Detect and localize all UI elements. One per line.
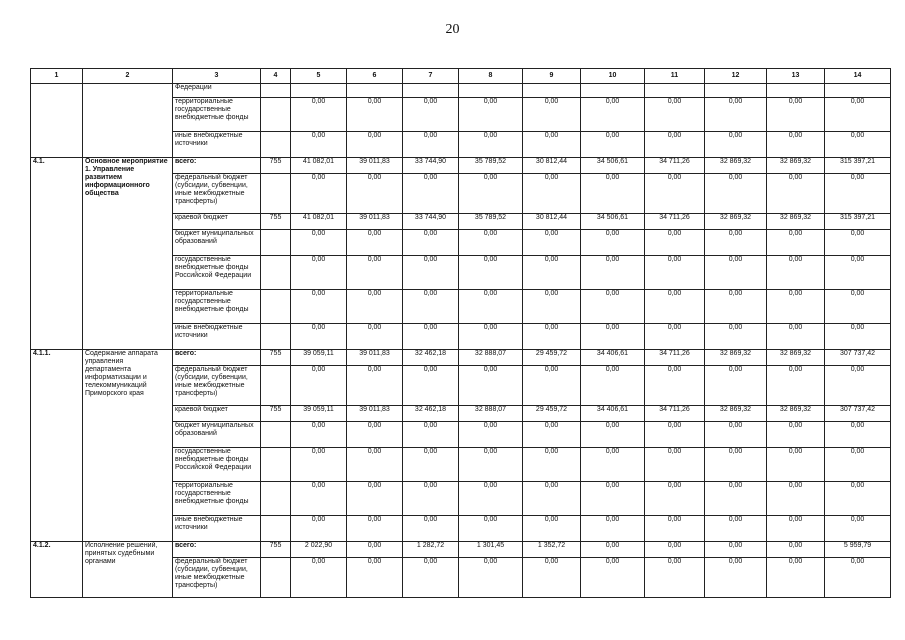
year-value: 0,00 [645, 558, 705, 598]
budget-code [261, 256, 291, 290]
total-value: 0,00 [825, 422, 891, 448]
year-value: 32 869,32 [767, 406, 825, 422]
year-value: 39 011,83 [347, 214, 403, 230]
year-value: 0,00 [347, 98, 403, 132]
year-value: 0,00 [347, 174, 403, 214]
year-value: 0,00 [291, 98, 347, 132]
column-header-11: 11 [645, 69, 705, 84]
year-value: 0,00 [581, 366, 645, 406]
year-value: 0,00 [523, 230, 581, 256]
year-value [705, 84, 767, 98]
year-value: 32 869,32 [767, 350, 825, 366]
total-value: 315 397,21 [825, 214, 891, 230]
year-value: 1 301,45 [459, 542, 523, 558]
year-value: 0,00 [403, 290, 459, 324]
year-value: 0,00 [523, 132, 581, 158]
total-value: 0,00 [825, 132, 891, 158]
total-value: 5 959,79 [825, 542, 891, 558]
column-header-13: 13 [767, 69, 825, 84]
year-value: 0,00 [347, 422, 403, 448]
year-value: 0,00 [705, 448, 767, 482]
year-value: 35 789,52 [459, 214, 523, 230]
year-value [581, 84, 645, 98]
total-value: 0,00 [825, 516, 891, 542]
year-value: 0,00 [291, 256, 347, 290]
header-row [31, 69, 891, 84]
year-value: 0,00 [767, 230, 825, 256]
column-header-2: 2 [83, 69, 173, 84]
year-value: 0,00 [581, 324, 645, 350]
year-value: 0,00 [403, 558, 459, 598]
year-value: 0,00 [403, 132, 459, 158]
year-value: 0,00 [347, 324, 403, 350]
year-value: 0,00 [705, 290, 767, 324]
year-value: 34 711,26 [645, 406, 705, 422]
year-value: 0,00 [645, 132, 705, 158]
event-code: 4.1.2. [31, 542, 83, 598]
year-value: 32 462,18 [403, 406, 459, 422]
year-value: 29 459,72 [523, 350, 581, 366]
year-value [291, 84, 347, 98]
event-name-text: Основное мероприятие 1. Управление развитием информационного общества [85, 158, 168, 197]
year-value: 0,00 [767, 256, 825, 290]
year-value: 0,00 [767, 542, 825, 558]
year-value: 0,00 [347, 230, 403, 256]
year-value: 32 888,07 [459, 350, 523, 366]
year-value: 0,00 [291, 516, 347, 542]
total-value: 0,00 [825, 448, 891, 482]
year-value: 0,00 [403, 482, 459, 516]
year-value: 0,00 [581, 542, 645, 558]
total-value: 0,00 [825, 290, 891, 324]
funding-source: иные внебюджетные источники [173, 324, 261, 350]
year-value: 39 011,83 [347, 350, 403, 366]
funding-source: федеральный бюджет (субсидии, субвенции, иные межбюджетные трансферты) [173, 366, 261, 406]
column-header-8: 8 [459, 69, 523, 84]
year-value: 0,00 [581, 448, 645, 482]
total-value [825, 84, 891, 98]
year-value: 0,00 [581, 98, 645, 132]
year-value: 39 059,11 [291, 350, 347, 366]
year-value [403, 84, 459, 98]
year-value: 0,00 [767, 290, 825, 324]
year-value: 0,00 [347, 132, 403, 158]
column-header-12: 12 [705, 69, 767, 84]
year-value: 0,00 [767, 558, 825, 598]
funding-source: всего: [173, 158, 261, 174]
year-value: 0,00 [459, 516, 523, 542]
year-value: 0,00 [645, 482, 705, 516]
year-value: 0,00 [581, 174, 645, 214]
budget-code: 755 [261, 542, 291, 558]
year-value: 0,00 [403, 422, 459, 448]
funding-source: территориальные государственные внебюджетные фонды [173, 482, 261, 516]
year-value: 0,00 [645, 516, 705, 542]
budget-code [261, 366, 291, 406]
year-value: 34 711,26 [645, 158, 705, 174]
year-value: 0,00 [523, 558, 581, 598]
year-value: 0,00 [291, 482, 347, 516]
year-value: 0,00 [705, 482, 767, 516]
budget-code [261, 84, 291, 98]
year-value: 0,00 [291, 174, 347, 214]
year-value: 0,00 [459, 422, 523, 448]
year-value: 0,00 [459, 366, 523, 406]
year-value: 0,00 [459, 174, 523, 214]
funding-source: федеральный бюджет (субсидии, субвенции, иные межбюджетные трансферты) [173, 174, 261, 214]
table-row [31, 350, 891, 366]
year-value: 34 711,26 [645, 350, 705, 366]
year-value: 30 812,44 [523, 158, 581, 174]
year-value: 39 011,83 [347, 158, 403, 174]
funding-source: всего: [173, 350, 261, 366]
year-value: 0,00 [291, 448, 347, 482]
year-value: 0,00 [767, 132, 825, 158]
funding-source: территориальные государственные внебюджетные фонды [173, 290, 261, 324]
budget-code [261, 174, 291, 214]
year-value: 0,00 [645, 542, 705, 558]
event-name-text: Исполнение решений, принятых судебными органами [85, 542, 158, 565]
funding-source: краевой бюджет [173, 406, 261, 422]
year-value: 0,00 [767, 98, 825, 132]
year-value: 34 506,61 [581, 214, 645, 230]
funding-source: территориальные государственные внебюджетные фонды [173, 98, 261, 132]
column-header-3: 3 [173, 69, 261, 84]
year-value: 0,00 [291, 558, 347, 598]
year-value: 0,00 [581, 558, 645, 598]
year-value: 0,00 [767, 448, 825, 482]
year-value: 0,00 [403, 324, 459, 350]
year-value: 0,00 [705, 174, 767, 214]
event-name [83, 84, 173, 158]
year-value: 0,00 [705, 422, 767, 448]
year-value: 0,00 [645, 422, 705, 448]
year-value: 0,00 [523, 422, 581, 448]
event-code: 4.1. [31, 158, 83, 350]
year-value: 35 789,52 [459, 158, 523, 174]
event-code [31, 84, 83, 158]
total-value: 0,00 [825, 230, 891, 256]
year-value: 0,00 [705, 366, 767, 406]
year-value: 0,00 [459, 324, 523, 350]
year-value: 0,00 [347, 516, 403, 542]
total-value: 0,00 [825, 482, 891, 516]
budget-code [261, 558, 291, 598]
year-value: 1 282,72 [403, 542, 459, 558]
year-value: 0,00 [767, 174, 825, 214]
event-name-text: Содержание аппарата управления департамента информатизации и телекоммуникаций Приморского края [85, 350, 158, 397]
year-value: 0,00 [459, 132, 523, 158]
year-value: 0,00 [523, 482, 581, 516]
year-value: 0,00 [581, 132, 645, 158]
year-value: 0,00 [523, 366, 581, 406]
total-value: 307 737,42 [825, 350, 891, 366]
year-value: 0,00 [459, 558, 523, 598]
funding-source: федеральный бюджет (субсидии, субвенции, иные межбюджетные трансферты) [173, 558, 261, 598]
budget-code: 755 [261, 214, 291, 230]
budget-code [261, 98, 291, 132]
year-value: 0,00 [347, 290, 403, 324]
column-header-4: 4 [261, 69, 291, 84]
column-header-7: 7 [403, 69, 459, 84]
year-value: 0,00 [403, 366, 459, 406]
year-value: 0,00 [645, 324, 705, 350]
year-value: 0,00 [581, 256, 645, 290]
column-header-1: 1 [31, 69, 83, 84]
total-value: 0,00 [825, 558, 891, 598]
year-value: 0,00 [291, 290, 347, 324]
year-value: 0,00 [523, 98, 581, 132]
funding-source: государственные внебюджетные фонды Российской Федерации [173, 256, 261, 290]
funding-source: бюджет муниципальных образований [173, 230, 261, 256]
year-value: 0,00 [291, 422, 347, 448]
budget-code [261, 324, 291, 350]
year-value: 0,00 [291, 230, 347, 256]
total-value: 0,00 [825, 366, 891, 406]
year-value: 0,00 [523, 516, 581, 542]
budget-code [261, 422, 291, 448]
table-row [31, 158, 891, 174]
year-value: 0,00 [581, 290, 645, 324]
year-value [523, 84, 581, 98]
year-value: 0,00 [291, 324, 347, 350]
year-value: 0,00 [767, 366, 825, 406]
year-value: 0,00 [403, 174, 459, 214]
year-value: 0,00 [347, 542, 403, 558]
column-header-6: 6 [347, 69, 403, 84]
year-value: 0,00 [403, 448, 459, 482]
year-value: 0,00 [645, 290, 705, 324]
year-value: 0,00 [459, 290, 523, 324]
year-value: 0,00 [705, 558, 767, 598]
year-value: 0,00 [645, 448, 705, 482]
year-value: 0,00 [705, 230, 767, 256]
year-value: 32 869,32 [705, 350, 767, 366]
funding-source: иные внебюджетные источники [173, 516, 261, 542]
year-value: 33 744,90 [403, 214, 459, 230]
year-value: 34 711,26 [645, 214, 705, 230]
budget-code [261, 516, 291, 542]
year-value: 2 022,90 [291, 542, 347, 558]
year-value: 0,00 [523, 324, 581, 350]
year-value: 0,00 [705, 516, 767, 542]
year-value: 32 869,32 [767, 158, 825, 174]
year-value: 0,00 [645, 230, 705, 256]
year-value: 39 059,11 [291, 406, 347, 422]
year-value: 33 744,90 [403, 158, 459, 174]
year-value: 41 082,01 [291, 158, 347, 174]
budget-code: 755 [261, 350, 291, 366]
funding-source: Федерации [173, 84, 261, 98]
funding-source: краевой бюджет [173, 214, 261, 230]
year-value: 0,00 [767, 422, 825, 448]
year-value: 34 506,61 [581, 158, 645, 174]
year-value: 32 888,07 [459, 406, 523, 422]
year-value: 32 869,32 [705, 406, 767, 422]
year-value: 39 011,83 [347, 406, 403, 422]
year-value: 0,00 [459, 482, 523, 516]
year-value: 0,00 [291, 132, 347, 158]
year-value: 0,00 [645, 98, 705, 132]
total-value: 0,00 [825, 174, 891, 214]
column-header-9: 9 [523, 69, 581, 84]
column-header-10: 10 [581, 69, 645, 84]
budget-code [261, 290, 291, 324]
year-value: 0,00 [403, 230, 459, 256]
year-value: 32 869,32 [767, 214, 825, 230]
year-value: 0,00 [767, 482, 825, 516]
budget-code [261, 230, 291, 256]
year-value: 0,00 [523, 174, 581, 214]
year-value [645, 84, 705, 98]
year-value: 0,00 [403, 516, 459, 542]
year-value: 34 406,61 [581, 406, 645, 422]
funding-source: иные внебюджетные источники [173, 132, 261, 158]
table-row [31, 84, 891, 98]
total-value: 0,00 [825, 324, 891, 350]
year-value: 0,00 [705, 98, 767, 132]
funding-source: всего: [173, 542, 261, 558]
year-value: 32 462,18 [403, 350, 459, 366]
budget-table [30, 68, 891, 598]
funding-source: государственные внебюджетные фонды Российской Федерации [173, 448, 261, 482]
year-value [459, 84, 523, 98]
budget-code [261, 132, 291, 158]
budget-code: 755 [261, 406, 291, 422]
year-value: 29 459,72 [523, 406, 581, 422]
year-value: 0,00 [581, 482, 645, 516]
year-value: 0,00 [347, 256, 403, 290]
year-value: 0,00 [347, 558, 403, 598]
page-number: 20 [445, 22, 460, 37]
event-name [83, 542, 173, 598]
year-value: 34 406,61 [581, 350, 645, 366]
year-value: 0,00 [347, 366, 403, 406]
event-name [83, 350, 173, 542]
table-body [31, 84, 891, 598]
year-value: 0,00 [523, 256, 581, 290]
table-row [31, 542, 891, 558]
year-value: 0,00 [767, 324, 825, 350]
year-value: 0,00 [347, 482, 403, 516]
budget-code: 755 [261, 158, 291, 174]
year-value: 0,00 [403, 256, 459, 290]
budget-code [261, 448, 291, 482]
year-value: 0,00 [645, 256, 705, 290]
year-value: 0,00 [403, 98, 459, 132]
year-value: 0,00 [347, 448, 403, 482]
year-value: 0,00 [645, 366, 705, 406]
year-value: 0,00 [523, 290, 581, 324]
year-value: 0,00 [581, 516, 645, 542]
year-value: 0,00 [705, 256, 767, 290]
total-value: 0,00 [825, 256, 891, 290]
funding-source: бюджет муниципальных образований [173, 422, 261, 448]
year-value: 0,00 [459, 98, 523, 132]
total-value: 315 397,21 [825, 158, 891, 174]
year-value: 1 352,72 [523, 542, 581, 558]
year-value: 0,00 [459, 256, 523, 290]
column-header-14: 14 [825, 69, 891, 84]
event-name [83, 158, 173, 350]
year-value: 0,00 [581, 230, 645, 256]
total-value: 307 737,42 [825, 406, 891, 422]
year-value: 0,00 [291, 366, 347, 406]
year-value: 32 869,32 [705, 214, 767, 230]
year-value: 0,00 [705, 324, 767, 350]
year-value [347, 84, 403, 98]
year-value: 30 812,44 [523, 214, 581, 230]
column-header-5: 5 [291, 69, 347, 84]
year-value: 0,00 [459, 448, 523, 482]
budget-code [261, 482, 291, 516]
year-value [767, 84, 825, 98]
year-value: 0,00 [705, 542, 767, 558]
total-value: 0,00 [825, 98, 891, 132]
year-value: 0,00 [523, 448, 581, 482]
year-value: 41 082,01 [291, 214, 347, 230]
year-value: 0,00 [459, 230, 523, 256]
year-value: 32 869,32 [705, 158, 767, 174]
event-code: 4.1.1. [31, 350, 83, 542]
year-value: 0,00 [581, 422, 645, 448]
year-value: 0,00 [767, 516, 825, 542]
year-value: 0,00 [645, 174, 705, 214]
year-value: 0,00 [705, 132, 767, 158]
